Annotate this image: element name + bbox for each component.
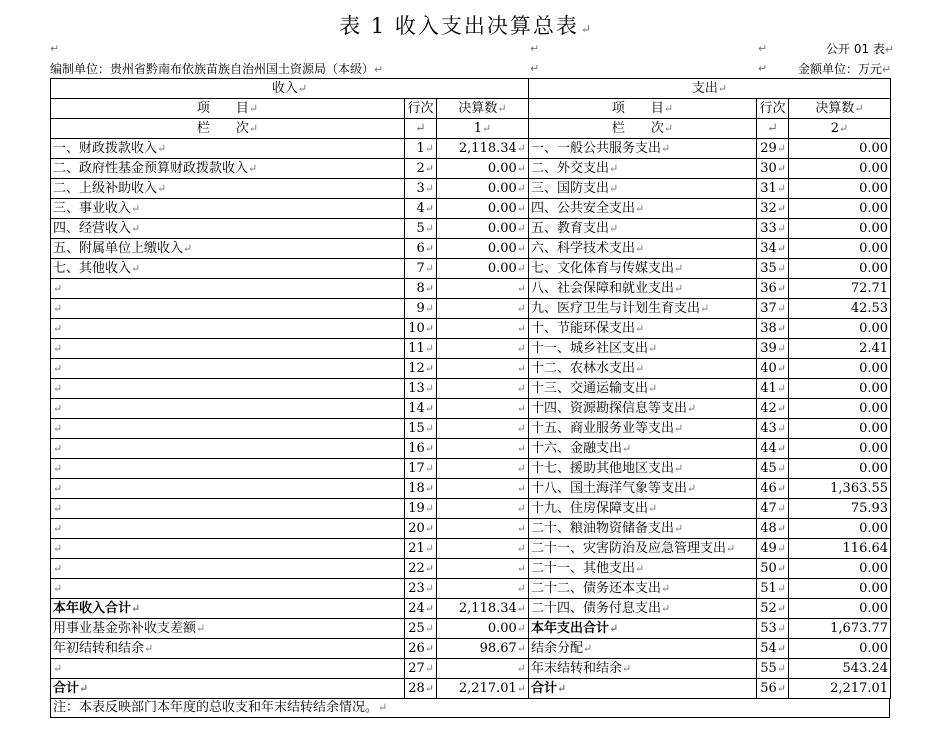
table-row: [51, 559, 891, 579]
income-row-number: 22↵: [405, 559, 437, 579]
income-amount: 2,118.34↵: [437, 139, 529, 159]
table-row: [51, 439, 891, 459]
table-row: [51, 139, 891, 159]
expense-amount: 0.00: [789, 419, 891, 439]
income-row-index-empty: ↵: [405, 119, 437, 139]
income-amount: 2,118.34↵: [437, 599, 529, 619]
income-row-number: 25↵: [405, 619, 437, 639]
income-amount: 0.00↵: [437, 219, 529, 239]
income-item-name: ↵: [51, 519, 405, 539]
table-row: [51, 519, 891, 539]
compiling-unit: 编制单位：贵州省黔南布依族苗族自治州国土资源局（本级）↵: [50, 62, 384, 76]
table-row: [51, 299, 891, 319]
expense-row-number: 32↵: [757, 199, 789, 219]
expense-item-name: 一、一般公共服务支出↵: [529, 139, 757, 159]
expense-row-number: 45↵: [757, 459, 789, 479]
income-item-name: 用事业基金弥补收支差额↵: [51, 619, 405, 639]
income-row-number: 1↵: [405, 139, 437, 159]
table-row: [51, 179, 891, 199]
paragraph-mark: ↵: [530, 62, 540, 75]
expense-item-name: 十二、农林水支出↵: [529, 359, 757, 379]
table-row: [51, 539, 891, 559]
expense-amount: 0.00: [789, 599, 891, 619]
income-row-number: 24↵: [405, 599, 437, 619]
paragraph-mark: ↵: [758, 42, 768, 55]
expense-item-name: 五、教育支出↵: [529, 219, 757, 239]
form-code: 公开 01 表↵: [826, 42, 895, 56]
expense-row-number: 39↵: [757, 339, 789, 359]
expense-row-number: 48↵: [757, 519, 789, 539]
income-item-name: ↵: [51, 279, 405, 299]
expense-item-name: 十五、商业服务业等支出↵: [529, 419, 757, 439]
income-row-number: 10↵: [405, 319, 437, 339]
expense-row-number: 42↵: [757, 399, 789, 419]
expense-amount: 0.00: [789, 199, 891, 219]
table-row: [51, 279, 891, 299]
expense-row-number: 37↵: [757, 299, 789, 319]
table-row: [51, 359, 891, 379]
expense-row-number: 54↵: [757, 639, 789, 659]
expense-header: 支出↵: [529, 79, 891, 99]
expense-item-name: 二十四、债务付息支出↵: [529, 599, 757, 619]
table-row: [51, 219, 891, 239]
expense-amount: 2,217.01: [789, 679, 891, 699]
income-item-name: 一、财政拨款收入↵: [51, 139, 405, 159]
expense-row-number: 41↵: [757, 379, 789, 399]
expense-item-name: 二十二、债务还本支出↵: [529, 579, 757, 599]
table-row: [51, 399, 891, 419]
expense-row-number: 38↵: [757, 319, 789, 339]
table-row: [51, 199, 891, 219]
expense-item-name: 二十一、灾害防治及应急管理支出↵: [529, 539, 757, 559]
income-item-name: ↵: [51, 559, 405, 579]
expense-amount-col: 决算数↵: [789, 99, 891, 119]
income-amount: ↵: [437, 579, 529, 599]
expense-amount: 1,363.55: [789, 479, 891, 499]
income-item-name: ↵: [51, 459, 405, 479]
table-row: [51, 619, 891, 639]
income-amount: 0.00↵: [437, 199, 529, 219]
income-amount: ↵: [437, 319, 529, 339]
table-row: [51, 379, 891, 399]
income-item-name: ↵: [51, 399, 405, 419]
income-item-name: ↵: [51, 339, 405, 359]
expense-row-number: 44↵: [757, 439, 789, 459]
income-row-number: 8↵: [405, 279, 437, 299]
income-amount: 0.00↵: [437, 619, 529, 639]
income-row-number: 4↵: [405, 199, 437, 219]
expense-amount: 0.00: [789, 239, 891, 259]
expense-amount: 72.71: [789, 279, 891, 299]
expense-amount: 0.00: [789, 399, 891, 419]
expense-amount: 0.00: [789, 319, 891, 339]
expense-amount: 0.00: [789, 179, 891, 199]
income-item-name: ↵: [51, 579, 405, 599]
expense-row-number: 31↵: [757, 179, 789, 199]
expense-amount: 42.53: [789, 299, 891, 319]
income-amount: ↵: [437, 499, 529, 519]
expense-row-number: 43↵: [757, 419, 789, 439]
income-item-name: ↵: [51, 419, 405, 439]
income-expense-table: [50, 78, 891, 699]
income-row-number: 21↵: [405, 539, 437, 559]
expense-item-name: 八、社会保障和就业支出↵: [529, 279, 757, 299]
expense-row-number: 40↵: [757, 359, 789, 379]
expense-item-name: 二十一、其他支出↵: [529, 559, 757, 579]
expense-row-number: 49↵: [757, 539, 789, 559]
income-amount: 2,217.01↵: [437, 679, 529, 699]
income-item-name: ↵: [51, 479, 405, 499]
income-amount: 0.00↵: [437, 159, 529, 179]
expense-item-name: 十六、金融支出↵: [529, 439, 757, 459]
expense-amount: 0.00: [789, 439, 891, 459]
expense-amount: 0.00: [789, 559, 891, 579]
expense-amount: 1,673.77: [789, 619, 891, 639]
income-row-number: 11↵: [405, 339, 437, 359]
income-item-name: 本年收入合计↵: [51, 599, 405, 619]
income-item-name: ↵: [51, 359, 405, 379]
income-item-name: ↵: [51, 539, 405, 559]
expense-row-col: 行次: [757, 99, 789, 119]
expense-item-name: 四、公共安全支出↵: [529, 199, 757, 219]
expense-amount: 543.24: [789, 659, 891, 679]
expense-row-number: 53↵: [757, 619, 789, 639]
income-amount: ↵: [437, 479, 529, 499]
expense-row-number: 52↵: [757, 599, 789, 619]
income-row-number: 3↵: [405, 179, 437, 199]
income-row-number: 12↵: [405, 359, 437, 379]
expense-item-name: 六、科学技术支出↵: [529, 239, 757, 259]
income-row-number: 26↵: [405, 639, 437, 659]
expense-item-name: 十九、住房保障支出↵: [529, 499, 757, 519]
income-col-index: 1↵: [437, 119, 529, 139]
expense-item-name: 十八、国土海洋气象等支出↵: [529, 479, 757, 499]
income-amount: ↵: [437, 399, 529, 419]
expense-row-number: 34↵: [757, 239, 789, 259]
table-row: [51, 599, 891, 619]
expense-amount: 0.00: [789, 379, 891, 399]
income-lanci: 栏 次↵: [51, 119, 405, 139]
income-amount: 0.00↵: [437, 259, 529, 279]
expense-row-number: 29↵: [757, 139, 789, 159]
income-amount: ↵: [437, 299, 529, 319]
expense-item-name: 三、国防支出↵: [529, 179, 757, 199]
expense-item-name: 合计↵: [529, 679, 757, 699]
income-item-name: 二、政府性基金预算财政拨款收入↵: [51, 159, 405, 179]
expense-amount: 0.00: [789, 139, 891, 159]
income-row-number: 18↵: [405, 479, 437, 499]
income-amount: ↵: [437, 379, 529, 399]
income-row-number: 19↵: [405, 499, 437, 519]
expense-amount: 0.00: [789, 639, 891, 659]
expense-row-number: 51↵: [757, 579, 789, 599]
income-row-number: 6↵: [405, 239, 437, 259]
income-row-number: 27↵: [405, 659, 437, 679]
expense-item-name: 十、节能环保支出↵: [529, 319, 757, 339]
expense-row-number: 56↵: [757, 679, 789, 699]
income-amount: ↵: [437, 539, 529, 559]
paragraph-mark: ↵: [758, 62, 768, 75]
expense-amount: 116.64: [789, 539, 891, 559]
income-row-number: 13↵: [405, 379, 437, 399]
expense-amount: 0.00: [789, 459, 891, 479]
expense-item-name: 二、外交支出↵: [529, 159, 757, 179]
income-item-name: 合计↵: [51, 679, 405, 699]
table-row: [51, 339, 891, 359]
table-row: [51, 479, 891, 499]
expense-amount: 0.00: [789, 359, 891, 379]
expense-item-name: 十四、资源勘探信息等支出↵: [529, 399, 757, 419]
income-item-name: 三、事业收入↵: [51, 199, 405, 219]
expense-amount: 2.41: [789, 339, 891, 359]
expense-item-name: 二十、粮油物资储备支出↵: [529, 519, 757, 539]
expense-row-number: 33↵: [757, 219, 789, 239]
expense-item-col: 项 目↵: [529, 99, 757, 119]
income-row-number: 28↵: [405, 679, 437, 699]
table-row: [51, 259, 891, 279]
expense-row-number: 50↵: [757, 559, 789, 579]
income-amount: ↵: [437, 279, 529, 299]
income-item-name: ↵: [51, 379, 405, 399]
income-item-name: ↵: [51, 299, 405, 319]
income-item-name: 年初结转和结余↵: [51, 639, 405, 659]
income-amount: ↵: [437, 459, 529, 479]
table-row: [51, 419, 891, 439]
paragraph-mark: ↵: [50, 42, 60, 55]
section-header-row: [51, 79, 891, 99]
expense-amount: 0.00: [789, 579, 891, 599]
table-row: [51, 319, 891, 339]
expense-amount: 0.00: [789, 259, 891, 279]
expense-item-name: 十一、城乡社区支出↵: [529, 339, 757, 359]
expense-amount: 0.00: [789, 219, 891, 239]
income-amount: ↵: [437, 519, 529, 539]
expense-amount: 75.93: [789, 499, 891, 519]
income-amount: 0.00↵: [437, 239, 529, 259]
expense-item-name: 十三、交通运输支出↵: [529, 379, 757, 399]
expense-item-name: 七、文化体育与传媒支出↵: [529, 259, 757, 279]
income-row-number: 16↵: [405, 439, 437, 459]
income-item-name: 五、附属单位上缴收入↵: [51, 239, 405, 259]
paragraph-mark: ↵: [530, 42, 540, 55]
income-header: 收入↵: [51, 79, 529, 99]
expense-item-name: 本年支出合计↵: [529, 619, 757, 639]
income-row-col: 行次: [405, 99, 437, 119]
expense-row-number: 55↵: [757, 659, 789, 679]
income-row-number: 17↵: [405, 459, 437, 479]
income-item-name: ↵: [51, 319, 405, 339]
table-row: [51, 159, 891, 179]
income-row-number: 14↵: [405, 399, 437, 419]
table-row: [51, 239, 891, 259]
income-item-name: 七、其他收入↵: [51, 259, 405, 279]
income-amount: ↵: [437, 359, 529, 379]
report-title: 表 1 收入支出决算总表 ↵: [339, 14, 593, 38]
income-item-name: 二、上级补助收入↵: [51, 179, 405, 199]
expense-lanci: 栏 次↵: [529, 119, 757, 139]
income-row-number: 7↵: [405, 259, 437, 279]
income-row-number: 23↵: [405, 579, 437, 599]
income-amount: ↵: [437, 339, 529, 359]
table-row: [51, 639, 891, 659]
column-header-row: [51, 99, 891, 119]
table-row: [51, 459, 891, 479]
table-row: [51, 659, 891, 679]
table-row: [51, 679, 891, 699]
expense-item-name: 结余分配↵: [529, 639, 757, 659]
expense-row-number: 35↵: [757, 259, 789, 279]
income-row-number: 5↵: [405, 219, 437, 239]
income-item-name: ↵: [51, 439, 405, 459]
table-row: [51, 579, 891, 599]
income-amount: ↵: [437, 439, 529, 459]
income-amount: ↵: [437, 419, 529, 439]
income-item-name: 四、经营收入↵: [51, 219, 405, 239]
expense-col-index: 2↵: [789, 119, 891, 139]
income-row-number: 2↵: [405, 159, 437, 179]
expense-row-number: 36↵: [757, 279, 789, 299]
income-row-number: 9↵: [405, 299, 437, 319]
footnote: 注：本表反映部门本年度的总收支和年末结转结余情况。↵: [50, 698, 890, 718]
income-row-number: 15↵: [405, 419, 437, 439]
expense-amount: 0.00: [789, 519, 891, 539]
income-amount: ↵: [437, 559, 529, 579]
income-row-number: 20↵: [405, 519, 437, 539]
table-row: [51, 499, 891, 519]
income-amount-col: 决算数↵: [437, 99, 529, 119]
expense-item-name: 十七、援助其他地区支出↵: [529, 459, 757, 479]
income-amount: 98.67↵: [437, 639, 529, 659]
income-item-name: ↵: [51, 499, 405, 519]
expense-amount: 0.00: [789, 159, 891, 179]
expense-row-number: 30↵: [757, 159, 789, 179]
expense-item-name: 年末结转和结余↵: [529, 659, 757, 679]
expense-row-number: 46↵: [757, 479, 789, 499]
expense-row-number: 47↵: [757, 499, 789, 519]
amount-unit: 金额单位：万元↵: [798, 62, 892, 76]
income-item-name: ↵: [51, 659, 405, 679]
column-index-row: [51, 119, 891, 139]
expense-item-name: 九、医疗卫生与计划生育支出↵: [529, 299, 757, 319]
income-amount: 0.00↵: [437, 179, 529, 199]
income-amount: ↵: [437, 659, 529, 679]
income-item-col: 项 目↵: [51, 99, 405, 119]
expense-row-index-empty: ↵: [757, 119, 789, 139]
